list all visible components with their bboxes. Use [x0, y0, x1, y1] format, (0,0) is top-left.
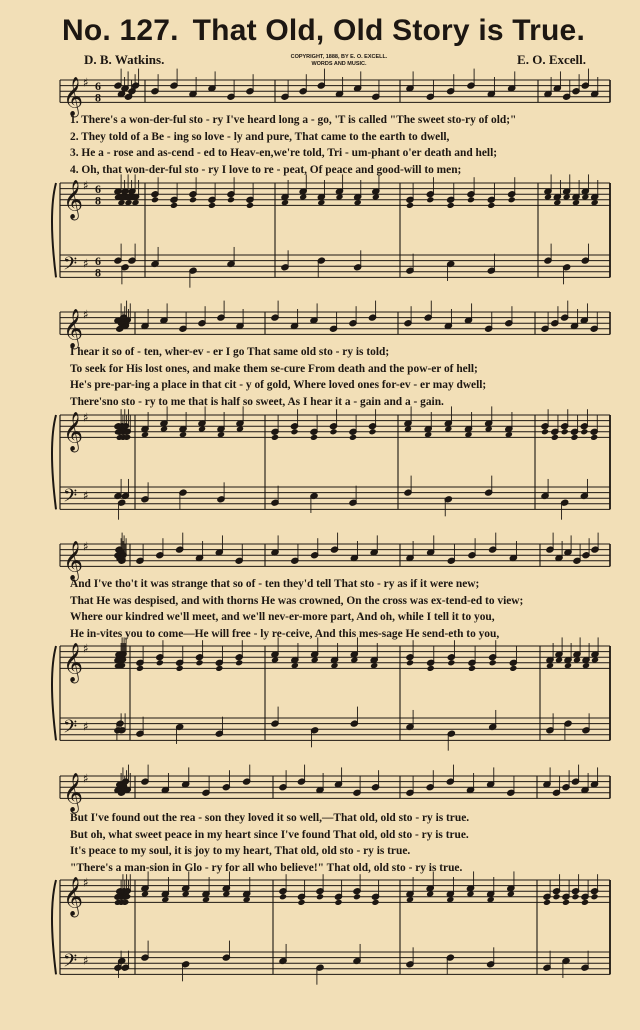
note-head — [552, 893, 560, 900]
note-head — [543, 899, 551, 906]
note-head — [353, 893, 361, 900]
time-signature-bottom: 8 — [95, 90, 101, 105]
copyright-subline: WORDS AND MUSIC. — [311, 61, 367, 67]
lyric-line: But I've found out the rea - son they loved it so well,—That old, old sto - ry is true. — [70, 812, 470, 824]
note-head — [590, 893, 598, 900]
note-head — [508, 196, 516, 203]
note-head — [570, 434, 578, 441]
lyric-line: It's peace to my soul, it is joy to my heart, That old, old sto - ry is true. — [70, 845, 411, 857]
lyric-line: 3. He a - rose and as-cend - ed to Heav-en,we're told, Tri - um-phant o'er death and hell; — [70, 147, 498, 159]
note-head — [170, 202, 178, 209]
note-head — [447, 202, 455, 209]
note-head — [447, 659, 455, 666]
lyric-line: That He was despised, and with thorns He was crowned, On the cross was ex-tend-ed to view; — [70, 594, 524, 607]
hymn-number: No. 127. — [62, 14, 179, 47]
note-head — [215, 665, 223, 672]
note-head — [316, 893, 324, 900]
system-2-lyrics — [70, 344, 600, 410]
note-head — [427, 665, 435, 672]
note-head — [467, 196, 475, 203]
piano-brace — [52, 646, 56, 740]
note-head — [279, 893, 287, 900]
key-signature-sharp: ♯ — [83, 410, 89, 425]
key-signature-sharp: ♯ — [83, 641, 89, 656]
time-signature-top: 6 — [95, 254, 101, 269]
note-head — [371, 899, 379, 906]
treble-clef: 𝄞 — [63, 642, 84, 683]
time-signature-top: 6 — [95, 79, 101, 94]
key-signature-sharp: ♯ — [83, 719, 89, 734]
note-head — [406, 659, 414, 666]
key-signature-sharp: ♯ — [83, 178, 89, 193]
treble-clef: 𝄞 — [63, 540, 84, 581]
note-head — [227, 196, 235, 203]
note-head — [176, 665, 184, 672]
note-head — [156, 659, 164, 666]
piano-brace — [52, 880, 56, 974]
key-signature-sharp: ♯ — [83, 488, 89, 503]
note-head — [590, 434, 598, 441]
note-head — [271, 434, 279, 441]
note-head — [541, 428, 549, 435]
note-head — [551, 434, 559, 441]
note-head — [334, 899, 342, 906]
lyric-line: 1. There's a won-der-ful sto - ry I've heard long a - go, 'T is called "The sweet sto-ry of old;" — [70, 114, 517, 126]
bass-clef: 𝄢 — [63, 253, 78, 279]
time-signature-bottom: 8 — [95, 193, 101, 208]
lyric-line: "There's a man-sion in Glo - ry for all who believe!" That old, old sto - ry is true. — [70, 861, 463, 874]
note-head — [246, 202, 254, 209]
time-signature-bottom: 8 — [95, 265, 101, 280]
time-signature-top: 6 — [95, 182, 101, 197]
system-1-lyrics — [70, 112, 600, 178]
lyric-line: And I've tho't it was strange that so of - ten they'd tell That sto - ry as if it were new; — [70, 578, 480, 590]
note-head — [487, 202, 495, 209]
lyricist-credit: D. B. Watkins. — [84, 52, 165, 67]
copyright-line: COPYRIGHT, 1888, BY E. O. EXCELL. — [290, 54, 388, 60]
lyric-line: He's pre-par-ing a place in that cit - y of gold, Where loved ones for-ev - er may dwell; — [70, 379, 487, 391]
note-head — [208, 202, 216, 209]
note-head — [468, 665, 476, 672]
note-head — [426, 196, 434, 203]
note-head — [297, 899, 305, 906]
lyric-line: Where our kindred we'll meet, and we'll nev-er-more part, And oh, while I tell it to you, — [70, 611, 495, 623]
treble-clef: 𝄞 — [63, 411, 84, 452]
note-head — [509, 665, 517, 672]
piano-brace — [52, 415, 56, 509]
lyric-line: I hear it so of - ten, wher-ev - er I go That same old sto - ry is told; — [70, 346, 390, 358]
note-head — [562, 899, 570, 906]
lyric-line: 2. They told of a Be - ing so love - ly and pure, That came to the earth to dwell, — [70, 130, 450, 143]
key-signature-sharp: ♯ — [83, 953, 89, 968]
note-head — [406, 202, 414, 209]
key-signature-sharp: ♯ — [83, 256, 89, 271]
note-head — [561, 428, 569, 435]
key-signature-sharp: ♯ — [83, 539, 89, 554]
bass-clef: 𝄢 — [63, 716, 78, 742]
note-head — [310, 434, 318, 441]
note-head — [349, 434, 357, 441]
lyric-line: There'sno sto - ry to me that is half so sweet, As I hear it a - gain and a - gain. — [70, 395, 444, 408]
treble-clef: 𝄞 — [63, 876, 84, 917]
note-head — [189, 196, 197, 203]
lyric-line: To seek for His lost ones, and make them se-cure From death and the pow-er of hell; — [70, 362, 478, 375]
system-4-lyrics — [70, 810, 600, 876]
key-signature-sharp: ♯ — [83, 875, 89, 890]
bass-clef: 𝄢 — [63, 485, 78, 511]
composer-credit: E. O. Excell. — [517, 52, 586, 67]
note-head — [581, 899, 589, 906]
note-head — [368, 428, 376, 435]
treble-clef: 𝄞 — [63, 179, 84, 220]
note-head — [136, 665, 144, 672]
note-head — [489, 659, 497, 666]
note-head — [235, 659, 243, 666]
treble-clef: 𝄞 — [63, 308, 84, 349]
treble-clef: 𝄞 — [63, 76, 84, 117]
key-signature-sharp: ♯ — [83, 75, 89, 90]
key-signature-sharp: ♯ — [83, 307, 89, 322]
treble-clef: 𝄞 — [63, 772, 84, 813]
bass-clef: 𝄢 — [63, 950, 78, 976]
lyric-line: 4. Oh, that won-der-ful sto - ry I love to re - peat, Of peace and good-will to men; — [70, 163, 462, 176]
piano-brace — [52, 183, 56, 277]
note-head — [151, 196, 159, 203]
note-head — [195, 659, 203, 666]
note-head — [290, 428, 298, 435]
system-3-lyrics — [70, 576, 600, 642]
note-head — [329, 428, 337, 435]
lyric-line: He in-vites you to come—He will free - ly re-ceive, And this mes-sage He send-eth to you, — [70, 627, 500, 640]
key-signature-sharp: ♯ — [83, 771, 89, 786]
hymn-title: That Old, Old Story is True. — [192, 14, 585, 47]
note-head — [571, 893, 579, 900]
note-head — [580, 428, 588, 435]
lyric-line: But oh, what sweet peace in my heart since I've found That old, old sto - ry is true. — [70, 828, 469, 841]
